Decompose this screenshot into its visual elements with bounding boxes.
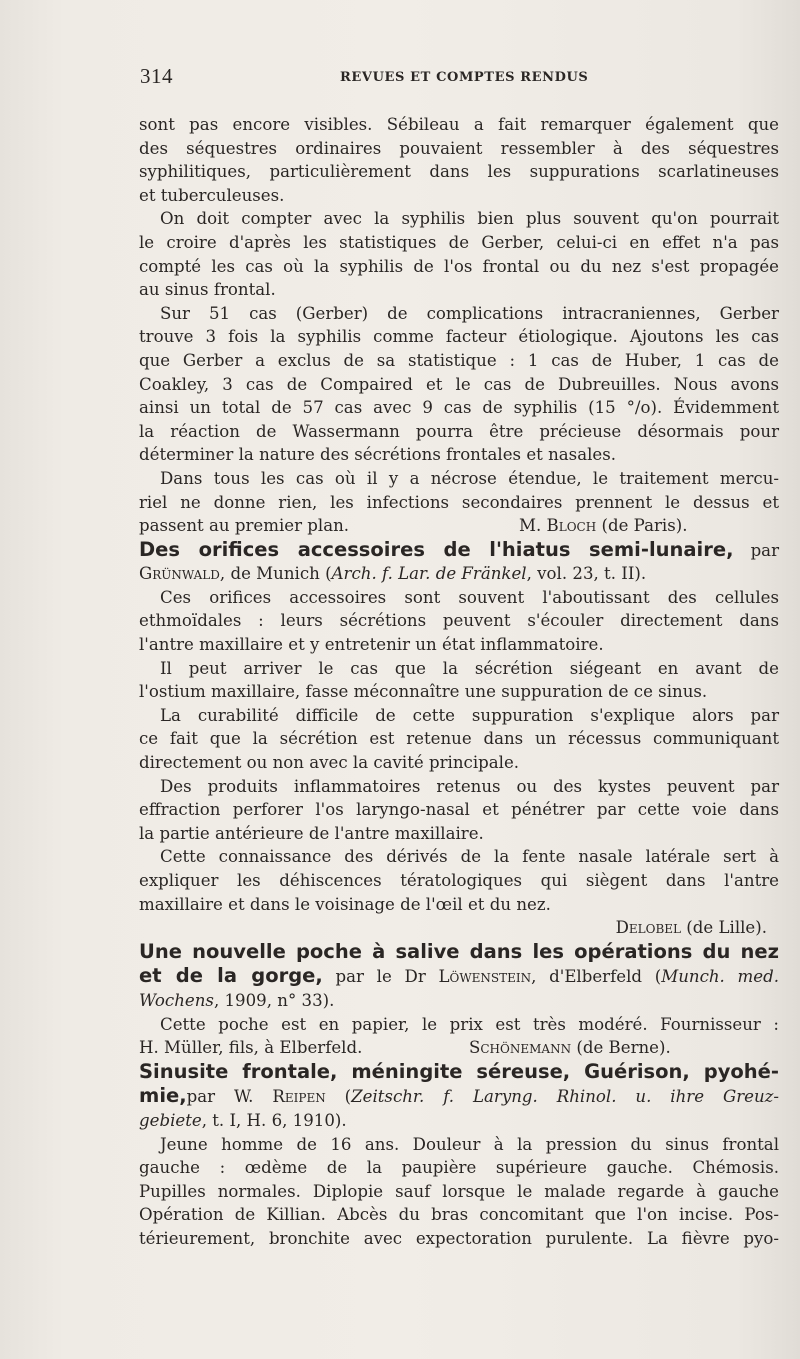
text-line-with-signature [139, 1036, 779, 1060]
text-line: l'antre maxillaire et y entretenir un état inflammatoire. [139, 635, 604, 655]
journal-name: Zeitschr. f. Laryng. Rhinol. u. ihre Greuz- [351, 1087, 779, 1107]
article-title: Sinusite frontale, méningite séreuse, Guérison, pyohé- [139, 1059, 779, 1083]
text-line: riel ne donne rien, les infections secondaires prennent le dessus et [139, 492, 779, 512]
reference-text: , 1909, n° 33). [213, 990, 335, 1010]
reference-text: ( [325, 1087, 352, 1107]
text-line: térieurement, bronchite avec expectoration purulente. La fièvre pyo- [139, 1228, 779, 1248]
text-line: maxillaire et dans le voisinage de l'œil et du nez. [139, 894, 551, 914]
page-header [140, 64, 780, 94]
text-line: que Gerber a exclus de sa statistique : 1 cas de Huber, 1 cas de [139, 350, 779, 370]
text-line: Cette connaissance des dérivés de la fente nasale latérale sert à [160, 847, 779, 867]
text-line: au sinus frontal. [139, 280, 276, 300]
text-line: La curabilité difficile de cette suppuration s'explique alors par [160, 705, 779, 725]
text-line: Dans tous les cas où il y a nécrose étendue, le traitement mercu- [160, 468, 779, 488]
signature-name: M. Bloch [519, 516, 597, 536]
text-line: H. Müller, fils, à Elberfeld. [139, 1038, 363, 1058]
signature-name: Schönemann [469, 1038, 572, 1058]
byline-par: par [750, 540, 780, 560]
text-line: Il peut arriver le cas que la sécrétion siégeant en avant de [160, 658, 779, 678]
text-line: et tuberculeuses. [139, 185, 285, 205]
byline-par: par le Dr [322, 967, 439, 987]
text-line: On doit compter avec la syphilis bien plus souvent qu'on pourrait [160, 209, 779, 229]
signature [139, 916, 779, 940]
text-line: Sur 51 cas (Gerber) de complications intracraniennes, Gerber [160, 303, 779, 323]
article-title: Des orifices accessoires de l'hiatus semi-lunaire, [139, 537, 734, 561]
article-heading [139, 940, 779, 965]
text-line: directement ou non avec la cavité principale. [139, 753, 520, 773]
author-name: Reipen [272, 1087, 326, 1107]
journal-name-continued: Wochens [139, 990, 214, 1010]
text-line: Opération de Killian. Abcès du bras concomitant que l'on incise. Pos- [139, 1205, 779, 1225]
text-line: Jeune homme de 16 ans. Douleur à la pression du sinus frontal [160, 1134, 779, 1154]
signature-place: (de Berne). [576, 1038, 671, 1058]
text-line: effraction perforer l'os laryngo-nasal et pénétrer par cette voie dans [139, 800, 779, 820]
text-line: expliquer les déhiscences tératologiques qui siègent dans l'antre [139, 871, 779, 890]
article-title-continued: mie, [139, 1084, 187, 1108]
signature-name: Delobel [615, 918, 682, 938]
signature [469, 1036, 671, 1060]
text-line: trouve 3 fois la syphilis comme facteur étiologique. Ajoutons les cas [139, 327, 779, 347]
article-reference [139, 1109, 779, 1133]
text-line: syphilitiques, particulièrement dans les suppurations scarlatineuses [139, 162, 779, 182]
journal-name: Munch. med. [661, 967, 779, 987]
reference-text: , t. I, H. 6, 1910). [201, 1110, 347, 1130]
article-heading [139, 1060, 779, 1085]
journal-name: Arch. f. Lar. de Fränkel [331, 564, 527, 584]
text-line: sont pas encore visibles. Sébileau a fait remarquer également que [139, 115, 779, 134]
article-reference [139, 989, 779, 1013]
text-line: passent au premier plan. [139, 516, 350, 536]
article-heading [139, 538, 779, 563]
text-line: des séquestres ordinaires pouvaient ressembler à des séquestres [139, 138, 779, 158]
author-name: Löwenstein [438, 967, 532, 987]
reference-text: , de Munich ( [219, 564, 332, 584]
text-line: compté les cas où la syphilis de l'os frontal ou du nez s'est propagée [139, 256, 779, 276]
text-line: Ces orifices accessoires sont souvent l'aboutissant des cellules [160, 587, 779, 607]
signature-place: (de Paris). [601, 516, 688, 536]
text-line: Coakley, 3 cas de Compaired et le cas de Dubreuilles. Nous avons [139, 374, 779, 394]
reference-text: , vol. 23, t. II). [526, 564, 647, 584]
article-reference [139, 1084, 779, 1109]
article-reference [139, 964, 779, 989]
text-line: gauche : œdème de la paupière supérieure gauche. Chémosis. [139, 1158, 779, 1178]
signature [519, 514, 687, 538]
text-line: ce fait que la sécrétion est retenue dans un récessus communiquant [139, 729, 779, 749]
text-line: déterminer la nature des sécrétions frontales et nasales. [139, 445, 617, 465]
text-line: ainsi un total de 57 cas avec 9 cas de syphilis (15 °/o). Évidemment [139, 398, 779, 418]
journal-name-continued: gebiete [139, 1110, 202, 1130]
text-line: la réaction de Wassermann pourra être précieuse désormais pour [139, 421, 779, 441]
article-reference [139, 562, 779, 586]
reference-text: , d'Elberfeld ( [531, 967, 662, 987]
article-body [139, 113, 779, 1251]
author-name: Grünwald [139, 564, 220, 584]
byline-par: par W. [186, 1087, 273, 1107]
text-line: la partie antérieure de l'antre maxillaire. [139, 823, 484, 843]
article-title: Une nouvelle poche à salive dans les opérations du nez [139, 939, 779, 963]
text-line-with-signature [139, 514, 779, 538]
text-line: l'ostium maxillaire, fasse méconnaître une suppuration de ce sinus. [139, 682, 708, 702]
text-line: Pupilles normales. Diplopie sauf lorsque le malade regarde à gauche [139, 1181, 779, 1201]
page-number: 314 [140, 64, 173, 88]
text-line: ethmoïdales : leurs sécrétions peuvent s'écouler directement dans [139, 611, 779, 631]
text-line: Des produits inflammatoires retenus ou des kystes peuvent par [160, 776, 779, 796]
text-line: le croire d'après les statistiques de Gerber, celui-ci en effet n'a pas [139, 232, 779, 252]
running-title: REVUES ET COMPTES RENDUS [340, 70, 589, 85]
signature-place: (de Lille). [686, 918, 767, 938]
article-title-continued: et de la gorge, [139, 964, 323, 988]
text-line: Cette poche est en papier, le prix est très modéré. Fournisseur : [160, 1014, 779, 1034]
